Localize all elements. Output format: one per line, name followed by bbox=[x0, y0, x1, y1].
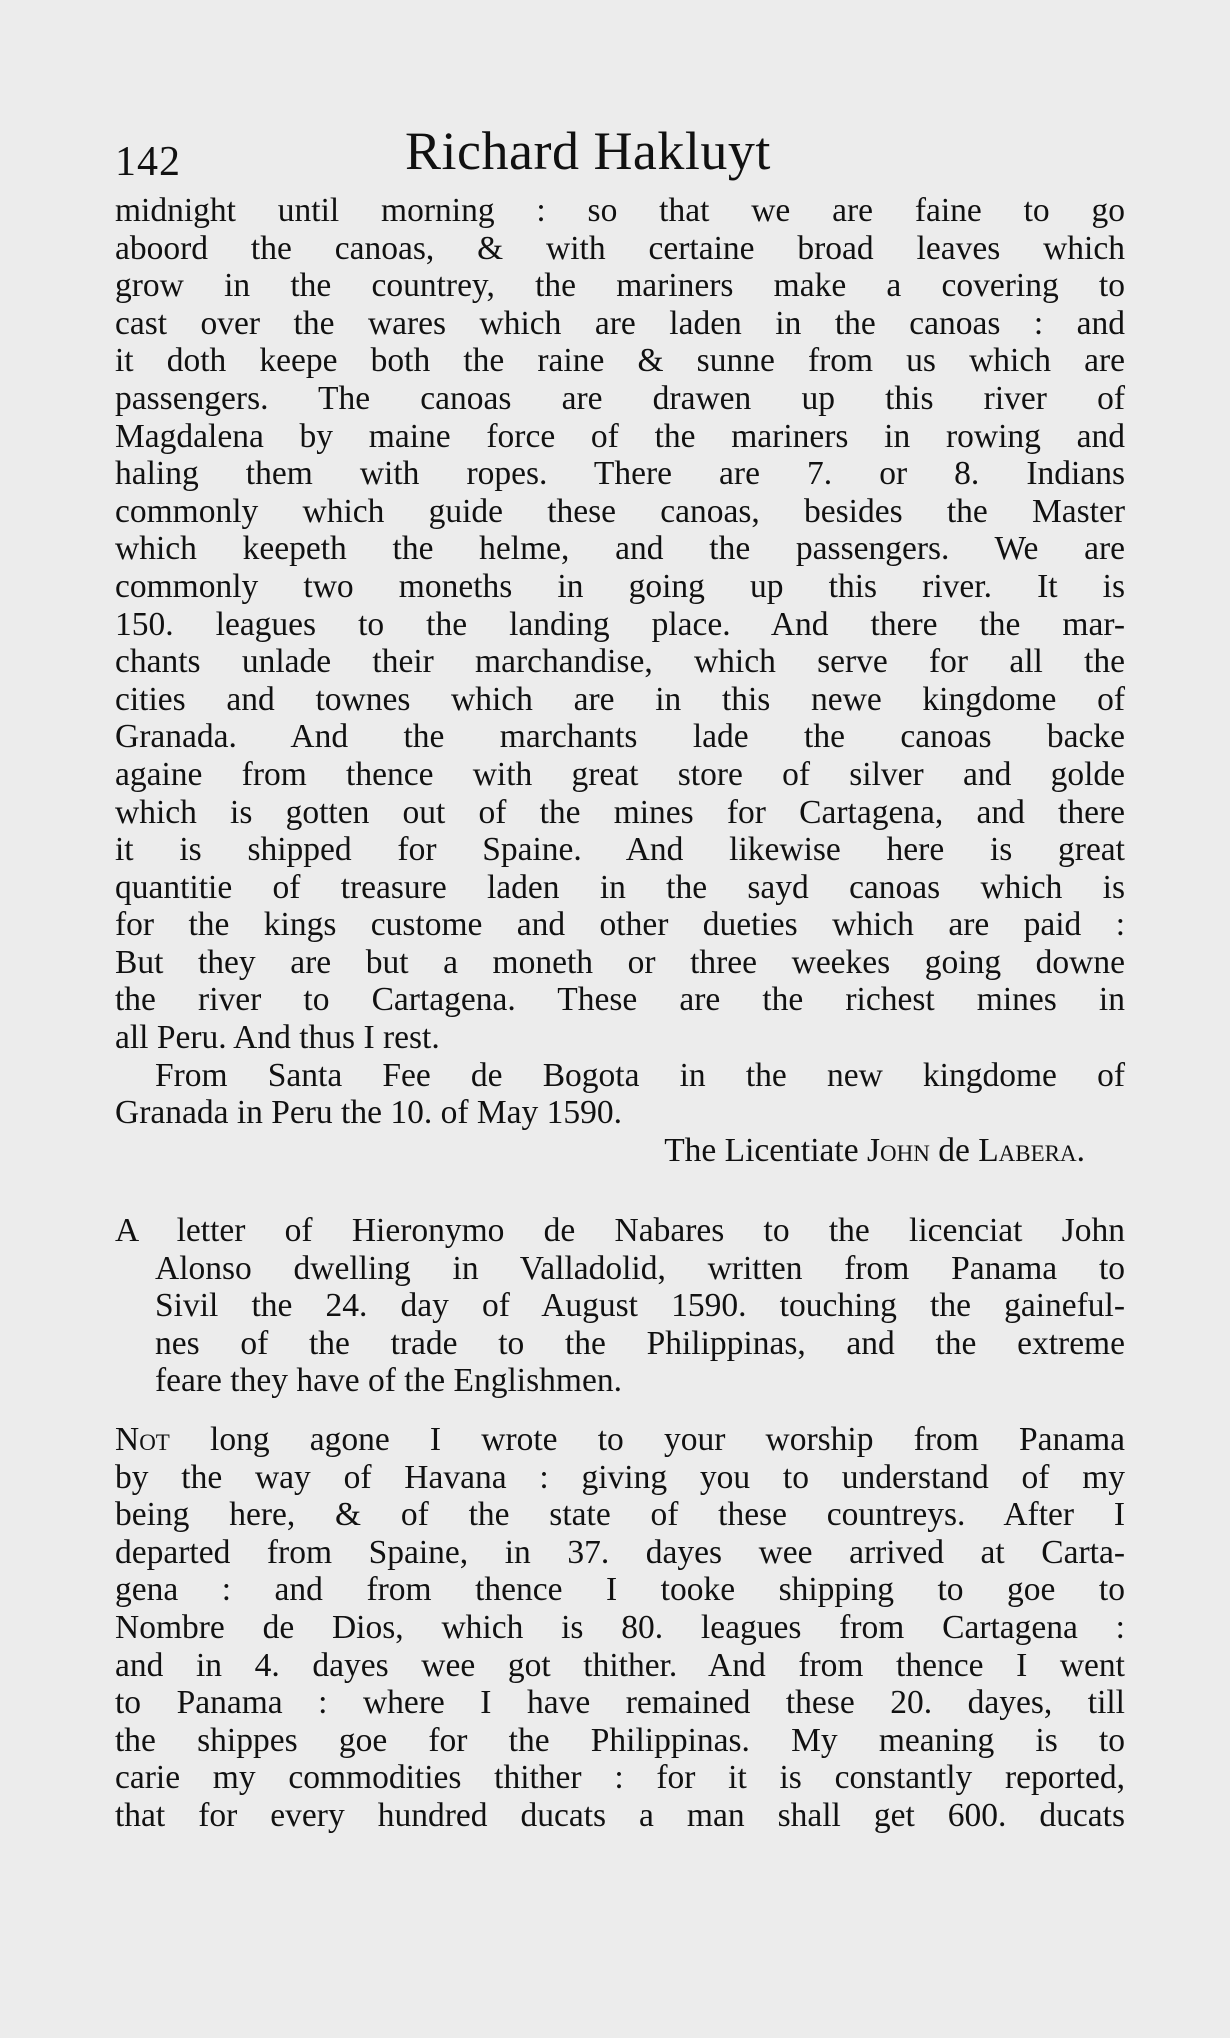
letter-heading bbox=[115, 1212, 1125, 1400]
text-line: quantitie of treasure laden in the sayd canoas which is bbox=[115, 868, 1125, 906]
text-line: and in 4. dayes wee got thither. And from thence I went bbox=[115, 1646, 1125, 1684]
text-line: the shippes goe for the Philippinas. My meaning is to bbox=[115, 1721, 1125, 1759]
text-line: Granada. And the marchants lade the canoas backe bbox=[115, 718, 1125, 756]
running-title: Richard Hakluyt bbox=[405, 121, 771, 181]
text-line: aboord the canoas, & with certaine broad leaves which bbox=[115, 229, 1125, 267]
text-line: 150. leagues to the landing place. And there the mar- bbox=[115, 605, 1125, 643]
text-line: haling them with ropes. There are 7. or 8. Indians bbox=[115, 455, 1125, 493]
page-number: 142 bbox=[115, 139, 181, 185]
text-line: midnight until morning : so that we are faine to go bbox=[115, 192, 1125, 229]
text-line: by the way of Havana : giving you to understand of my bbox=[115, 1458, 1125, 1496]
text-line: for the kings custome and other dueties which are paid : bbox=[115, 906, 1125, 944]
letter-body bbox=[115, 1421, 1125, 1835]
dateline: From Santa Fee de Bogota in the new kingdome of bbox=[155, 1056, 1125, 1094]
text-line: the river to Cartagena. These are the richest mines in bbox=[115, 981, 1125, 1019]
signature bbox=[115, 1132, 1125, 1170]
text-line: cast over the wares which are laden in the canoas : and bbox=[115, 304, 1125, 342]
heading-line: Alonso dwelling in Valladolid, written from Panama to bbox=[155, 1249, 1125, 1287]
text-line: But they are but a moneth or three weekes going downe bbox=[115, 943, 1125, 981]
signature-name-last: Labera. bbox=[978, 1131, 1085, 1169]
signature-name-first: John bbox=[866, 1131, 930, 1169]
text-line: againe from thence with great store of silver and golde bbox=[115, 755, 1125, 793]
text-line: cities and townes which are in this newe kingdome of bbox=[115, 680, 1125, 718]
heading-line: A letter of Hieronymo de Nabares to the licenciat John bbox=[115, 1212, 1125, 1249]
text-line: departed from Spaine, in 37. dayes wee arrived at Carta- bbox=[115, 1533, 1125, 1571]
continuation-paragraph bbox=[115, 192, 1125, 1169]
dateline: Granada in Peru the 10. of May 1590. bbox=[115, 1094, 623, 1132]
text-line: which is gotten out of the mines for Cartagena, and there bbox=[115, 793, 1125, 831]
signature-prefix: The Licentiate bbox=[664, 1131, 859, 1169]
opening-rest: long agone I wrote to your worship from Panama bbox=[169, 1421, 1125, 1458]
signature-particle: de bbox=[938, 1131, 970, 1169]
text-line: chants unlade their marchandise, which serve for all the bbox=[115, 643, 1125, 681]
text-line: to Panama : where I have remained these 20. dayes, till bbox=[115, 1684, 1125, 1722]
text-line: commonly two moneths in going up this river. It is bbox=[115, 567, 1125, 605]
text-line: carie my commodities thither : for it is constantly reported, bbox=[115, 1759, 1125, 1797]
text-line: which keepeth the helme, and the passengers. We are bbox=[115, 530, 1125, 568]
text-line: grow in the countrey, the mariners make a covering to bbox=[115, 267, 1125, 305]
heading-line: nes of the trade to the Philippinas, and the extreme bbox=[155, 1324, 1125, 1362]
text-line: Nombre de Dios, which is 80. leagues from Cartagena : bbox=[115, 1608, 1125, 1646]
text-line: that for every hundred ducats a man shall get 600. ducats bbox=[115, 1796, 1125, 1834]
heading-line: Sivil the 24. day of August 1590. touching the gaineful- bbox=[155, 1287, 1125, 1325]
opening-word: Not bbox=[115, 1421, 170, 1458]
running-head bbox=[115, 120, 1125, 190]
text-line: gena : and from thence I tooke shipping to goe to bbox=[115, 1571, 1125, 1609]
text-line-opening bbox=[115, 1421, 1125, 1459]
text-line: it is shipped for Spaine. And likewise here is great bbox=[115, 831, 1125, 869]
heading-line: feare they have of the Englishmen. bbox=[155, 1362, 622, 1400]
text-line: passengers. The canoas are drawen up this river of bbox=[115, 379, 1125, 417]
text-line: Magdalena by maine force of the mariners in rowing and bbox=[115, 417, 1125, 455]
text-line: all Peru. And thus I rest. bbox=[115, 1019, 440, 1057]
text-line: being here, & of the state of these countreys. After I bbox=[115, 1496, 1125, 1534]
text-line: commonly which guide these canoas, besides the Master bbox=[115, 492, 1125, 530]
text-line: it doth keepe both the raine & sunne from us which are bbox=[115, 342, 1125, 380]
